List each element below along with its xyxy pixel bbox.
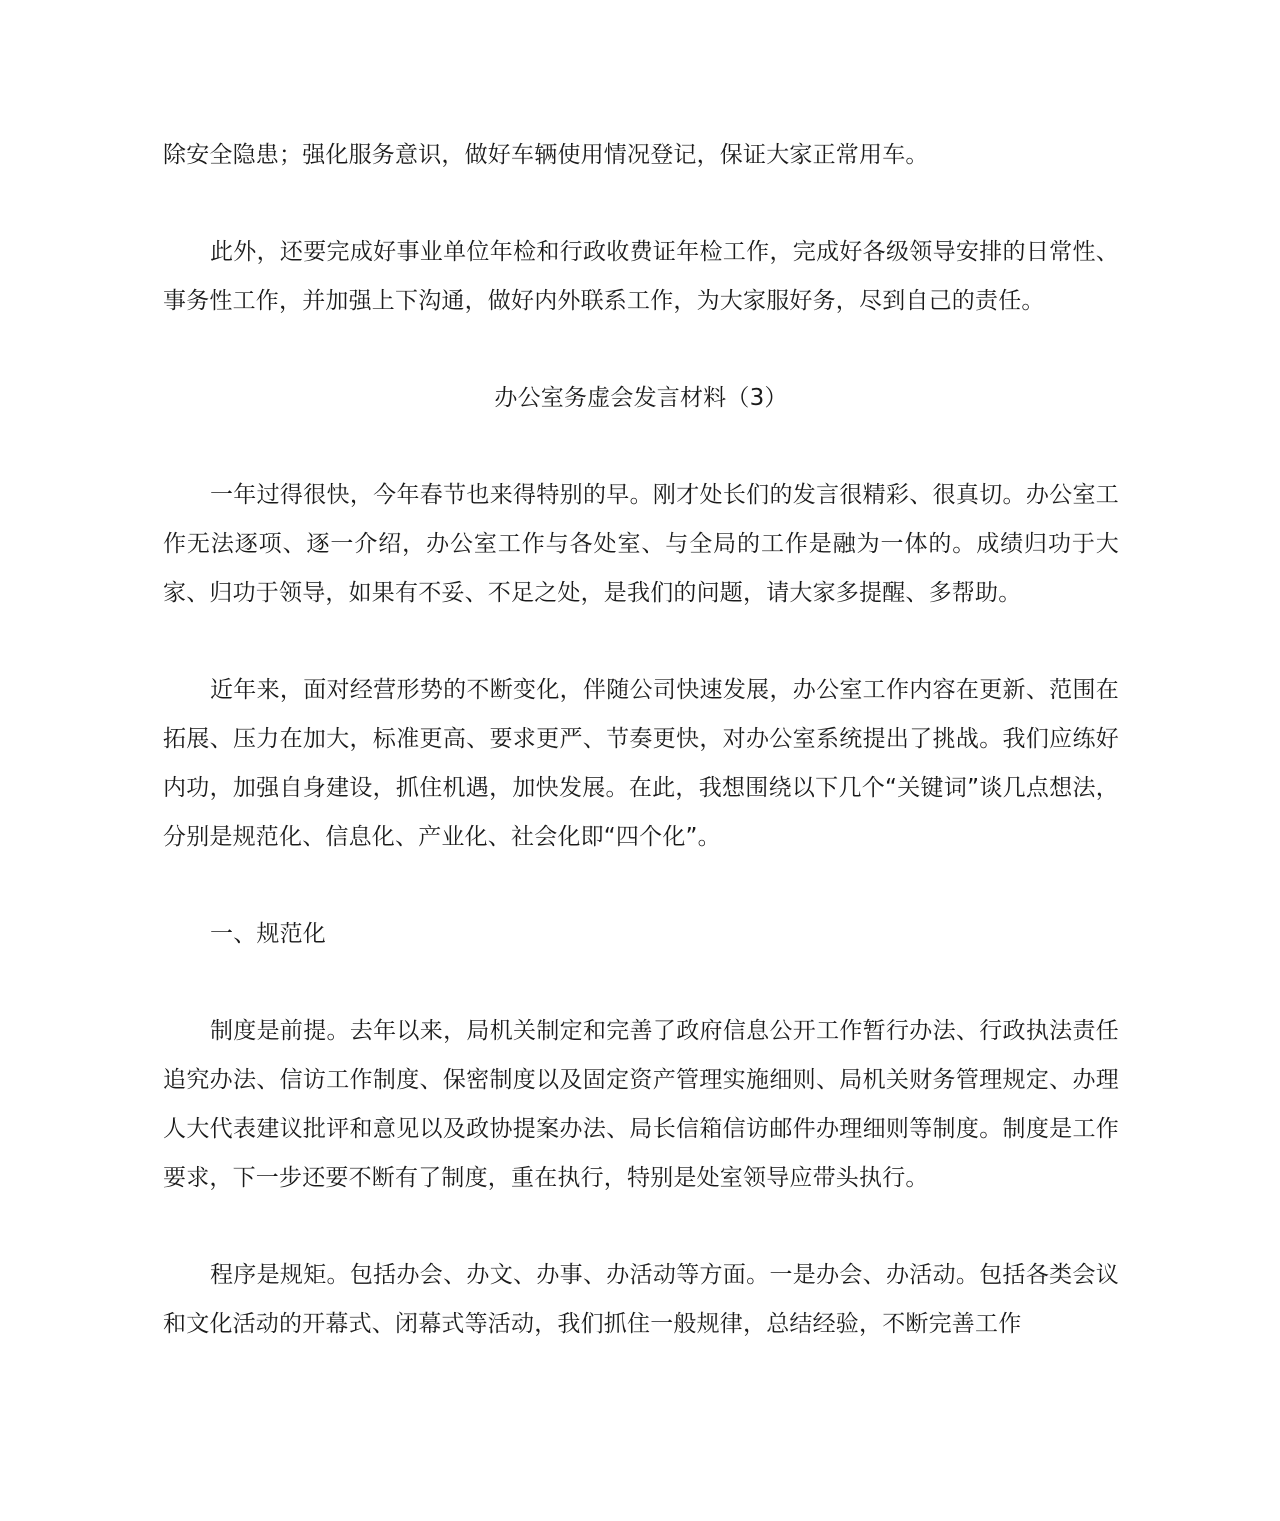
paragraph-procedure: 程序是规矩。包括办会、办文、办事、办活动等方面。一是办会、办活动。包括各类会议和文化活动的开幕式、闭幕式等活动，我们抓住一般规律，总结经验，不断完善工作	[163, 1262, 1119, 1337]
paragraph-system: 制度是前提。去年以来，局机关制定和完善了政府信息公开工作暂行办法、行政执法责任追究办法、信访工作制度、保密制度以及固定资产管理实施细则、局机关财务管理规定、办理人大代表建议批评和意见以及政协提案办法、局长信箱信访邮件办理细则等制度。制度是工作要求，下一步还要不断有了制度，重在执行，特别是处室领导应带头执行。	[163, 1018, 1119, 1191]
paragraph-context: 近年来，面对经营形势的不断变化，伴随公司快速发展，办公室工作内容在更新、范围在拓展、压力在加大，标准更高、要求更严、节奏更快，对办公室系统提出了挑战。我们应练好内功，加强自身建设，抓住机遇，加快发展。在此，我想围绕以下几个“关键词”谈几点想法，分别是规范化、信息化、产业化、社会化即“四个化”。	[163, 677, 1119, 850]
paragraph-opening: 一年过得很快，今年春节也来得特别的早。刚才处长们的发言很精彩、很真切。办公室工作无法逐项、逐一介绍，办公室工作与各处室、与全局的工作是融为一体的。成绩归功于大家、归功于领导，如果有不妥、不足之处，是我们的问题，请大家多提醒、多帮助。	[163, 482, 1119, 606]
document-body	[163, 131, 1119, 1349]
paragraph-additional: 此外，还要完成好事业单位年检和行政收费证年检工作，完成好各级领导安排的日常性、事务性工作，并加强上下沟通，做好内外联系工作，为大家服好务，尽到自己的责任。	[163, 239, 1119, 314]
heading-one: 一、规范化	[210, 921, 326, 947]
section-title: 办公室务虚会发言材料（3）	[494, 385, 788, 411]
paragraph-continuation: 除安全隐患；强化服务意识，做好车辆使用情况登记，保证大家正常用车。	[163, 142, 929, 168]
